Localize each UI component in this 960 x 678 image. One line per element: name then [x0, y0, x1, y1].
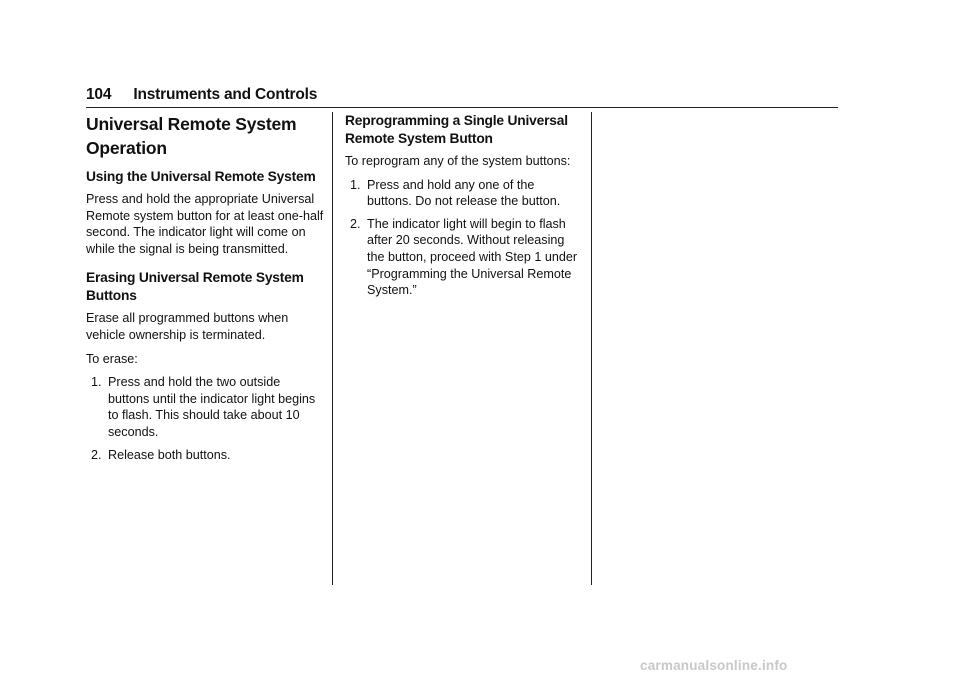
step-number: 1.: [350, 177, 361, 192]
step-number: 1.: [91, 375, 102, 390]
list-item: [350, 177, 581, 210]
erase-steps: [86, 374, 324, 463]
step-text: Release both buttons.: [108, 447, 231, 462]
paragraph-erasing: Erase all programmed buttons when vehicle ownership is terminated.: [86, 311, 289, 342]
step-number: 2.: [350, 216, 361, 231]
middle-column: [345, 112, 581, 305]
step-text: Press and hold any one of the buttons. Do not release the button.: [367, 177, 561, 209]
column-divider-right: [591, 112, 592, 585]
column-divider-left: [332, 112, 333, 585]
paragraph-using: Press and hold the appropriate Universal Remote system button for at least one-half second. The indicator light will come on while the signal is being transmitted.: [86, 192, 324, 256]
step-number: 2.: [91, 447, 102, 462]
watermark: carmanualsonline.info: [640, 658, 788, 673]
page-number: 104: [86, 86, 112, 103]
subheading-using: Using the Universal Remote System: [86, 169, 316, 184]
reprogram-intro: To reprogram any of the system buttons:: [345, 154, 571, 168]
section-heading: Universal Remote System Operation: [86, 114, 297, 158]
section-title: Instruments and Controls: [133, 86, 318, 103]
list-item: [91, 374, 324, 440]
list-item: [350, 216, 581, 299]
reprogram-steps: [345, 177, 581, 299]
left-column: [86, 112, 324, 469]
step-text: Press and hold the two outside buttons until the indicator light begins to flash. This should take about 10 seconds.: [108, 375, 316, 439]
subheading-reprogramming: Reprogramming a Single Universal Remote System Button: [345, 113, 568, 146]
erase-intro: To erase:: [86, 351, 138, 366]
step-text: The indicator light will begin to flash after 20 seconds. Without releasing the button, proceed with Step 1 under “Programming the Universal Remote System.”: [367, 216, 578, 298]
subheading-erasing: Erasing Universal Remote System Buttons: [86, 270, 304, 304]
page-header: [86, 86, 838, 108]
list-item: [91, 447, 324, 464]
